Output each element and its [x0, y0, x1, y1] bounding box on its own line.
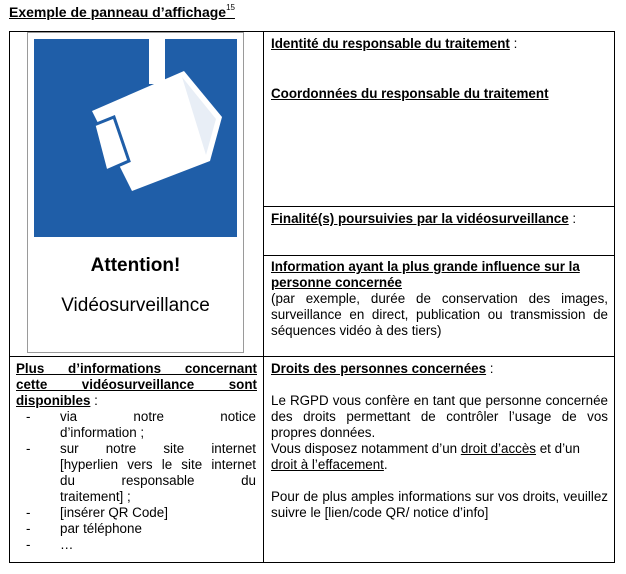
- sign-blue-panel: [34, 39, 237, 237]
- finalite-cell: Finalité(s) poursuivies par la vidéosurveillance :: [271, 211, 577, 226]
- more-info-heading: Plus d’informations concernant cette vidéosurveillance sont disponibles :: [16, 361, 257, 408]
- table-divider-vertical: [263, 31, 264, 563]
- right-to-erasure-link[interactable]: droit à l’effacement: [271, 457, 384, 472]
- information-body: (par exemple, durée de conservation des images, surveillance en direct, publication ou transmission de séquences vidéo à des tiers): [271, 291, 608, 338]
- identity-cell: Identité du responsable du traitement :: [271, 36, 518, 51]
- coords-cell: [271, 86, 609, 102]
- table-border-left: [9, 31, 10, 563]
- table-divider-middle: [9, 356, 615, 357]
- right-of-access-link[interactable]: droit d’accès: [460, 441, 537, 456]
- sign-videosurveillance-text: Vidéosurveillance: [61, 295, 210, 316]
- rights-paragraph-2: Vous disposez notamment d’un droit d’accès et d’un droit à l’effacement.: [271, 441, 580, 472]
- list-item: - sur notre site internet [hyperlien vers le site internet du responsable du traitement] ;: [26, 441, 256, 504]
- list-item: - via notre notice d’information ;: [26, 409, 256, 440]
- rights-paragraph-3: Pour de plus amples informations sur vos droits, veuillez suivre le [lien/code QR/ notice d’info]: [271, 489, 608, 520]
- camera-icon: [34, 39, 237, 237]
- list-item: - par téléphone: [26, 521, 142, 536]
- list-item: - [insérer QR Code]: [26, 505, 168, 520]
- sign-attention-text: Attention!: [90, 255, 181, 276]
- list-item: - …: [26, 537, 74, 552]
- right-divider-1: [263, 206, 615, 207]
- rights-heading: Droits des personnes concernées: [271, 361, 487, 376]
- rights-paragraph-1: Le RGPD vous confère en tant que personne concernée des droits permettant de contrôler l’usage de vos propres données.: [271, 393, 608, 440]
- information-cell: [271, 259, 608, 339]
- coords-label: Coordonnées du responsable du traitement: [271, 86, 549, 101]
- information-label: Information ayant la plus grande influence sur la personne concernée: [271, 259, 580, 290]
- table-border-bottom: [9, 562, 615, 563]
- page-title: Exemple de panneau d’affichage$^{15}$: [9, 3, 235, 20]
- table-border-right: [614, 31, 615, 563]
- video-surveillance-sign: [27, 32, 244, 353]
- footnote-marker: 15: [226, 3, 235, 12]
- right-divider-2: [263, 255, 615, 256]
- identity-label: Identité du responsable du traitement: [271, 36, 510, 51]
- rights-cell: Droits des personnes concernées : Le RGPD vous confère en tant que personne concernée des droits permettant de contrôler l’usage de vos propres données. Vous disposez notamment d’un droit d’accès et d’un droit à l’effacement. Pour de plus amples informations sur vos droits, veuillez suivre le [lien/code QR/ notice d’info]: [271, 361, 608, 520]
- finalite-label: Finalité(s) poursuivies par la vidéosurveillance: [271, 211, 569, 226]
- more-info-list: [26, 409, 256, 553]
